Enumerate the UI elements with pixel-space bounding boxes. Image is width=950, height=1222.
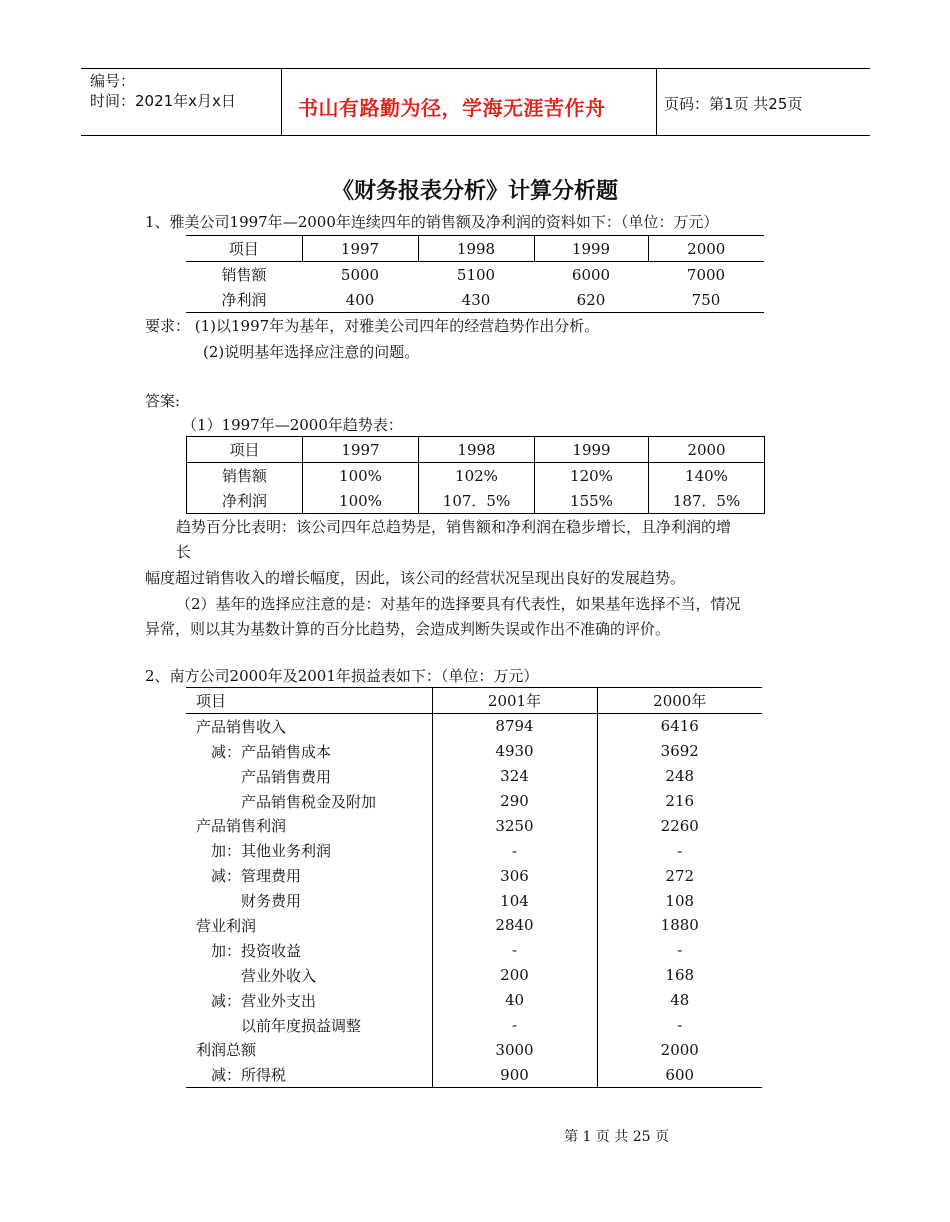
table-cell: 产品销售税金及附加 <box>196 792 377 811</box>
table-row <box>186 988 762 1013</box>
q1-intro: 1、雅美公司1997年—2000年连续四年的销售额及净利润的资料如下：（单位：万元） <box>145 213 719 231</box>
table-cell: 48 <box>597 988 762 1013</box>
table-cell: - <box>597 938 762 963</box>
table-header-cell: 2000 <box>648 236 764 262</box>
table-cell: 290 <box>432 789 597 814</box>
table-cell: 100% <box>303 488 419 514</box>
table-row <box>186 838 762 863</box>
table-cell: 2260 <box>597 813 762 838</box>
table-cell: 620 <box>534 287 648 313</box>
table-cell: 324 <box>432 764 597 789</box>
table-cell: 营业外收入 <box>196 966 317 985</box>
table-row <box>186 262 764 288</box>
analysis-paragraph-line: 趋势百分比表明：该公司四年总趋势是，销售额和净利润在稳步增长，且净利润的增 <box>176 518 732 536</box>
table-cell: 加：其他业务利润 <box>196 842 332 861</box>
table-cell: 以前年度损益调整 <box>196 1016 362 1035</box>
answer-label: 答案: <box>145 392 181 410</box>
analysis-paragraph-line: 幅度超过销售收入的增长幅度，因此，该公司的经营状况呈现出良好的发展趋势。 <box>145 569 686 587</box>
table-row <box>186 739 762 764</box>
header-divider-left <box>281 68 282 136</box>
table-cell: 产品销售收入 <box>196 717 287 736</box>
q1-requirement-2: (2)说明基年选择应注意的问题。 <box>203 343 420 361</box>
table-cell: 减：管理费用 <box>196 867 302 886</box>
table-cell: 272 <box>597 863 762 888</box>
table-row <box>186 287 764 313</box>
table-header-row <box>186 688 762 714</box>
table-row <box>186 888 762 913</box>
table-header-row <box>186 236 764 262</box>
table-cell: 600 <box>597 1062 762 1087</box>
table-row <box>186 938 762 963</box>
table-cell: - <box>432 938 597 963</box>
table-cell: 产品销售利润 <box>196 817 287 836</box>
table-row <box>186 789 762 814</box>
table-cell: 减：产品销售成本 <box>196 742 332 761</box>
table-cell: 200 <box>432 963 597 988</box>
analysis-paragraph-line: 异常，则以其为基数计算的百分比趋势，会造成判断失误或作出不准确的评价。 <box>145 620 671 638</box>
table-cell: 216 <box>597 789 762 814</box>
table-header-cell: 1998 <box>419 437 535 463</box>
table-cell: 6000 <box>571 265 611 284</box>
table-cell: 3000 <box>432 1037 597 1062</box>
table-cell: 财务费用 <box>196 892 302 911</box>
table-row <box>186 1037 762 1062</box>
analysis-paragraph-line: （2）基年的选择应注意的是：对基年的选择要具有代表性，如果基年选择不当，情况 <box>176 595 741 613</box>
table-row <box>186 1013 762 1038</box>
table-cell: 2840 <box>432 913 597 938</box>
page-title: 《财务报表分析》计算分析题 <box>331 179 618 204</box>
table-cell: 100% <box>303 463 419 489</box>
table-header-cell: 项目 <box>187 437 303 463</box>
table-cell: 430 <box>418 287 534 313</box>
table-cell: 140% <box>649 463 765 489</box>
table-cell: 2000 <box>597 1037 762 1062</box>
table-header-cell: 项目 <box>186 236 302 262</box>
table-cell: 108 <box>597 888 762 913</box>
table-cell: 168 <box>597 963 762 988</box>
table-cell: 102% <box>419 463 535 489</box>
table-row <box>186 963 762 988</box>
header-divider-right <box>656 68 657 136</box>
table-cell: - <box>597 838 762 863</box>
table-cell: 4930 <box>432 739 597 764</box>
doc-code-label: 编号： <box>90 72 136 90</box>
table-header-cell: 项目 <box>186 688 432 714</box>
table-header-cell: 1999 <box>535 437 649 463</box>
table-row <box>186 713 762 738</box>
footer-page-number: 第 1 页 共 25 页 <box>564 1129 669 1145</box>
table-cell: - <box>432 838 597 863</box>
table-cell: 248 <box>597 764 762 789</box>
table-row <box>187 463 765 489</box>
table-cell: 销售额 <box>187 463 303 489</box>
table-row <box>186 863 762 888</box>
table-cell: 40 <box>432 988 597 1013</box>
analysis-paragraph-line: 长 <box>176 543 192 561</box>
table-cell: 5000 <box>340 265 380 284</box>
table-header-cell: 1999 <box>534 236 648 262</box>
table-row <box>186 1062 762 1087</box>
q2-income-statement-table <box>186 687 762 1088</box>
q1-data-table <box>186 235 764 313</box>
table-header-cell: 2000 <box>649 437 765 463</box>
trend-table-title: （1）1997年—2000年趋势表： <box>182 416 403 434</box>
table-cell: 5100 <box>456 265 496 284</box>
table-row <box>186 764 762 789</box>
table-row <box>186 813 762 838</box>
table-cell: 8794 <box>432 713 597 738</box>
doc-time-label: 时间：2021年x月x日 <box>90 92 236 110</box>
q1-trend-table <box>186 436 765 514</box>
q1-requirement-1: 要求： (1)以1997年为基年，对雅美公司四年的经营趋势作出分析。 <box>145 317 600 335</box>
table-cell: 减：所得税 <box>186 1062 432 1087</box>
table-cell: - <box>432 1013 597 1038</box>
table-header-row <box>187 437 765 463</box>
table-cell: 3250 <box>432 813 597 838</box>
table-cell: 产品销售费用 <box>196 767 332 786</box>
table-cell: 营业利润 <box>196 916 257 935</box>
table-cell: 净利润 <box>187 488 303 514</box>
table-cell: 6416 <box>597 713 762 738</box>
table-cell: 7000 <box>686 265 726 284</box>
table-cell: 120% <box>535 463 649 489</box>
header-top-rule <box>81 68 870 69</box>
table-cell: 3692 <box>597 739 762 764</box>
table-cell: 400 <box>302 287 418 313</box>
table-cell: 306 <box>432 863 597 888</box>
header-motto: 书山有路勤为径，学海无涯苦作舟 <box>298 96 606 120</box>
table-cell: 155% <box>535 488 649 514</box>
table-cell: 减：营业外支出 <box>196 991 317 1010</box>
table-header-cell: 1998 <box>418 236 534 262</box>
table-cell: 900 <box>432 1062 597 1087</box>
table-header-cell: 1997 <box>302 236 418 262</box>
table-cell: 750 <box>648 287 764 313</box>
table-cell: 加：投资收益 <box>196 941 302 960</box>
table-header-cell: 1997 <box>303 437 419 463</box>
header-page-label: 页码：第1页 共25页 <box>664 95 803 113</box>
table-cell: 利润总额 <box>196 1041 257 1060</box>
table-header-cell: 2001年 <box>432 688 597 714</box>
table-header-cell: 2000年 <box>597 688 762 714</box>
table-cell: 107．5% <box>419 488 535 514</box>
table-row <box>186 913 762 938</box>
q2-intro: 2、南方公司2000年及2001年损益表如下：（单位：万元） <box>145 667 539 685</box>
table-cell: 1880 <box>597 913 762 938</box>
table-row <box>187 488 765 514</box>
table-cell: 104 <box>432 888 597 913</box>
table-cell: 净利润 <box>186 287 302 313</box>
header-bottom-rule <box>81 135 870 136</box>
table-cell: 销售额 <box>221 266 267 284</box>
table-cell: - <box>597 1013 762 1038</box>
table-cell: 187．5% <box>649 488 765 514</box>
